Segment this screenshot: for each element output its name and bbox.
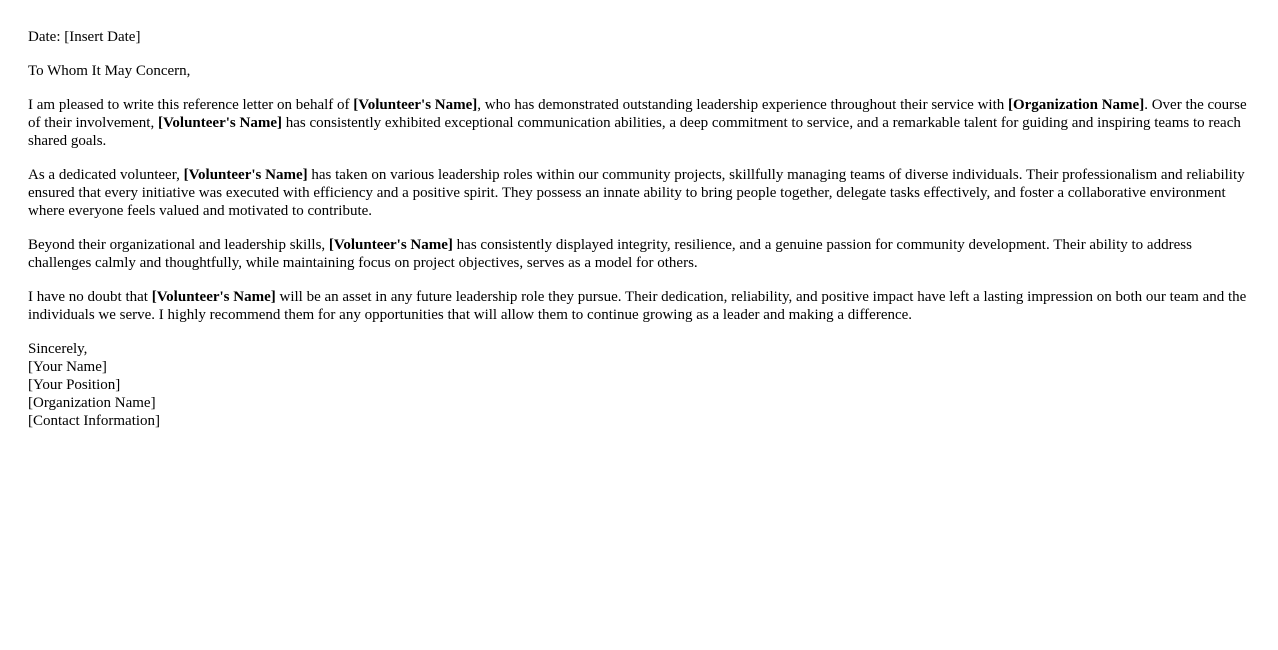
signer-organization: [Organization Name] <box>28 395 156 411</box>
letter-paragraph-1 <box>28 96 1250 150</box>
paragraph-text: , who has demonstrated outstanding leadership experience throughout their service with <box>477 97 1008 113</box>
paragraph-text: has consistently displayed integrity, resilience, and a genuine passion for community development. Their ability to address challenges calmly and thoughtfully, while maintaining focus on project objectives, serves as a model for others. <box>28 237 1192 271</box>
letter-paragraph-2 <box>28 166 1250 220</box>
volunteer-name-placeholder: [Volunteer's Name] <box>328 237 453 253</box>
letter-date: Date: [Insert Date] <box>28 29 141 45</box>
signer-position: [Your Position] <box>28 377 121 393</box>
paragraph-text: has consistently exhibited exceptional communication abilities, a deep commitment to service, and a remarkable talent for guiding and inspiring teams to reach shared goals. <box>28 115 1241 149</box>
signer-name: [Your Name] <box>28 359 107 375</box>
paragraph-text: Beyond their organizational and leadership skills, <box>28 237 329 253</box>
letter-closing <box>28 340 1250 430</box>
paragraph-text: . Over the course of their involvement, <box>28 97 1247 131</box>
letter-salutation: To Whom It May Concern, <box>28 63 191 79</box>
volunteer-name-placeholder: [Volunteer's Name] <box>151 289 276 305</box>
letter-paragraph-3 <box>28 236 1250 272</box>
paragraph-text: will be an asset in any future leadership role they pursue. Their dedication, reliability, and positive impact have left a lasting impression on both our team and the individuals we serve. I highly recommend them for any opportunities that will allow them to continue growing as a leader and making a difference. <box>28 289 1247 323</box>
signer-contact: [Contact Information] <box>28 413 161 429</box>
paragraph-text: has taken on various leadership roles within our community projects, skillfully managing teams of diverse individuals. Their professionalism and reliability ensured that every initiative was executed with efficiency and a positive spirit. They possess an innate ability to bring people together, delegate tasks effectively, and foster a collaborative environment where everyone feels valued and motivated to contribute. <box>28 167 1245 219</box>
volunteer-name-placeholder: [Volunteer's Name] <box>353 97 478 113</box>
organization-name-placeholder: [Organization Name] <box>1007 97 1145 113</box>
paragraph-text: I am pleased to write this reference letter on behalf of <box>28 97 354 113</box>
closing-valediction: Sincerely, <box>28 341 88 357</box>
volunteer-name-placeholder: [Volunteer's Name] <box>183 167 308 183</box>
reference-letter <box>28 28 1250 446</box>
paragraph-text: I have no doubt that <box>28 289 152 305</box>
volunteer-name-placeholder: [Volunteer's Name] <box>157 115 282 131</box>
paragraph-text: As a dedicated volunteer, <box>28 167 184 183</box>
letter-paragraph-4 <box>28 288 1250 324</box>
